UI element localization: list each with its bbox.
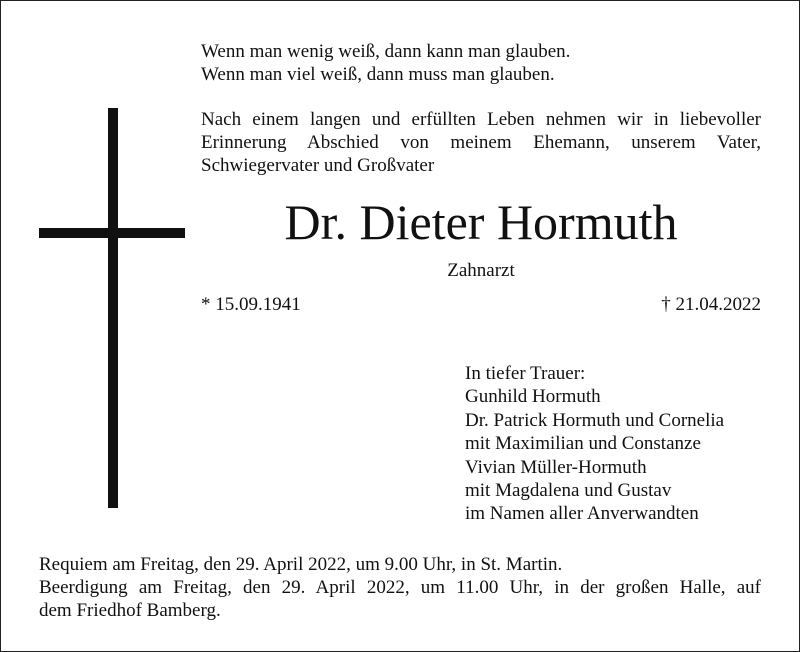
mourners-list [465, 362, 724, 526]
quote-line-2: Wenn man viel weiß, dann muss man glauben. [201, 64, 555, 85]
deceased-profession: Zahnarzt [447, 260, 515, 281]
service-details [39, 553, 761, 622]
burial-info: Beerdigung am Freitag, den 29. April 2022, um 11.00 Uhr, in der großen Halle, auf [39, 577, 761, 598]
requiem-info: Requiem am Freitag, den 29. April 2022, um 9.00 Uhr, in St. Martin. [39, 554, 563, 575]
intro-line-2: Erinnerung Abschied von meinem Ehemann, unserem Vater, [201, 132, 761, 153]
mourner-entry: mit Magdalena und Gustav [465, 480, 672, 502]
death-date: † 21.04.2022 [661, 294, 761, 315]
mourner-entry: Gunhild Hormuth [465, 386, 601, 408]
deceased-name: Dr. Dieter Hormuth [284, 194, 678, 250]
quote-line-1: Wenn man wenig weiß, dann kann man glauben. [201, 41, 571, 62]
intro-line-3: Schwiegervater und Großvater [201, 155, 435, 176]
opening-quote [201, 40, 570, 86]
farewell-intro [201, 108, 761, 177]
cross-icon-crossbar [39, 228, 185, 238]
intro-line-1: Nach einem langen und erfüllten Leben nehmen wir in liebevoller [201, 109, 761, 130]
mourners-heading: In tiefer Trauer: [465, 363, 586, 384]
cross-icon [108, 108, 118, 508]
birth-date: * 15.09.1941 [201, 294, 301, 315]
mourner-entry: im Namen aller Anverwandten [465, 503, 699, 525]
mourner-entry: Dr. Patrick Hormuth und Cornelia [465, 409, 725, 431]
burial-location: dem Friedhof Bamberg. [39, 600, 221, 621]
mourner-entry: Vivian Müller-Hormuth [465, 456, 647, 478]
mourner-entry: mit Maximilian und Constanze [465, 433, 701, 455]
